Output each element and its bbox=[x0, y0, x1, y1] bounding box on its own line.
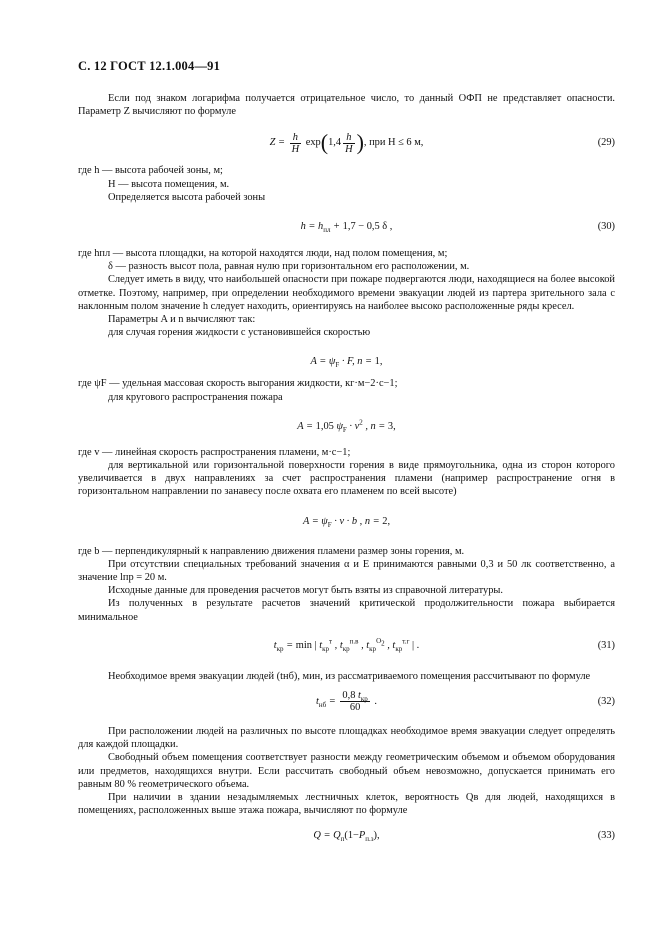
equation-30: $h = h_{пл} + 1,7 - 0,5$ δ , (30) bbox=[78, 217, 615, 237]
definition-hpl: где hпл — высота площадки, на которой находятся люди, над полом помещения, м; bbox=[78, 248, 448, 260]
definition-b: где b — перпендикулярный к направлению движения пламени размер зоны горения, м. bbox=[78, 545, 465, 557]
equation-number: (30) bbox=[597, 221, 615, 233]
paragraph-circular-case: для кругового распространения пожара bbox=[108, 391, 283, 403]
equation-number: (31) bbox=[597, 639, 615, 651]
equation-number: (33) bbox=[597, 829, 615, 841]
equation-number: (29) bbox=[597, 137, 615, 149]
paragraph-platforms: При расположении людей на различных по высоте площадках необходимое время эвакуации следует определять для каждой площадки. bbox=[78, 726, 615, 751]
definition-v: где v — линейная скорость распространения пламени, м·с−1; bbox=[78, 446, 351, 458]
equation-liquid: $A = \psi_F \cdot F$, n = 1, bbox=[310, 356, 383, 370]
paragraph-stairwells: При наличии в здании незадымляемых лестничных клеток, вероятность Qв для людей, находящихся в помещениях, расположенных выше этажа пожара, вычисляют по формуле bbox=[78, 792, 615, 817]
definition-delta: δ — разность высот пола, равная нулю при горизонтальном его расположении, м. bbox=[108, 261, 470, 273]
equation-number: (32) bbox=[597, 696, 615, 708]
equation-31: $t_{кр} = \min$ | $t_{кр}^т$ , $t_{кр}^{п.в}$ , $t_{кр}^{O_2}$ , $t_{кр}^{т.г}$ | . (31) bbox=[78, 634, 615, 658]
paragraph-work-zone: Определяется высота рабочей зоны bbox=[108, 191, 266, 203]
paragraph-rectangle-case: для вертикальной или горизонтальной поверхности горения в виде прямоугольника, одна из сторон которого увеличивается в двух направлениях за счет распространения пламени (например распространение огня в горизонтальном направлении по занавесу после охвата его пламенем по всей высоте) bbox=[78, 460, 615, 498]
page-body bbox=[78, 92, 615, 846]
paragraph-reference-data: Исходные данные для проведения расчетов могут быть взяты из справочной литературы. bbox=[108, 585, 503, 597]
definition-H: H — высота помещения, м. bbox=[108, 178, 230, 190]
paragraph-minimum: Из полученных в результате расчетов значений критической продолжительности пожара выбирается минимальное bbox=[78, 598, 615, 623]
equation-rectangle: $A = \psi_F \cdot v \cdot b$ , n = 2, bbox=[302, 515, 391, 529]
equation-33: $Q = Q_п(1-P_{п.з})$, (33) bbox=[78, 826, 615, 846]
paragraph-note-height: Следует иметь в виду, что наибольшей опасности при пожаре подвергаются люди, находящиеся на более высокой отметке. Поэтому, например, при определении необходимого времени эвакуации людей из партера зрительного зала с наклонным полом значение h следует находить, ориентируясь на наиболее высоко расположенные ряды кресел. bbox=[78, 274, 615, 312]
paragraph-params: Параметры A и n вычисляют так: bbox=[108, 314, 256, 326]
definition-psi: где ψF — удельная массовая скорость выгорания жидкости, кг·м−2·с−1; bbox=[78, 378, 398, 390]
paragraph-log-note: Если под знаком логарифма получается отрицательное число, то данный ОФП не представляет опасности. Параметр Z вычисляют по формуле bbox=[78, 93, 615, 118]
paragraph-free-volume: Свободный объем помещения соответствует разности между геометрическим объемом и объемом оборудования или предметов, находящихся внутри. Если рассчитать свободный объем невозможно, допускается принимать его равным 80 % геометрического объема. bbox=[78, 752, 615, 790]
definition-h: где h — высота рабочей зоны, м; bbox=[78, 165, 223, 177]
paragraph-evacuation-time: Необходимое время эвакуации людей (tнб), мин, из рассматриваемого помещения рассчитывают по формуле bbox=[108, 670, 591, 682]
page-header: С. 12 ГОСТ 12.1.004—91 bbox=[78, 59, 221, 73]
equation-32: $t_{нб}$ = $\frac{0,8 t_{кр}}{60}$ . (32) bbox=[78, 687, 615, 717]
paragraph-liquid-case: для случая горения жидкости с установившейся скоростью bbox=[108, 327, 371, 339]
equation-29: Z = $\frac{h}{H}$ exp(1,4 $\frac{h}{H}$ ), при H ≤ 6 м, (29) bbox=[78, 128, 615, 158]
paragraph-alpha-e: При отсутствии специальных требований значения α и E принимаются равными 0,3 и 50 лк соответственно, а значение lпр = 20 м. bbox=[78, 558, 615, 584]
equation-circular: A = 1,05 $\psi_F \cdot v^2$ , n = 3, bbox=[297, 418, 396, 434]
